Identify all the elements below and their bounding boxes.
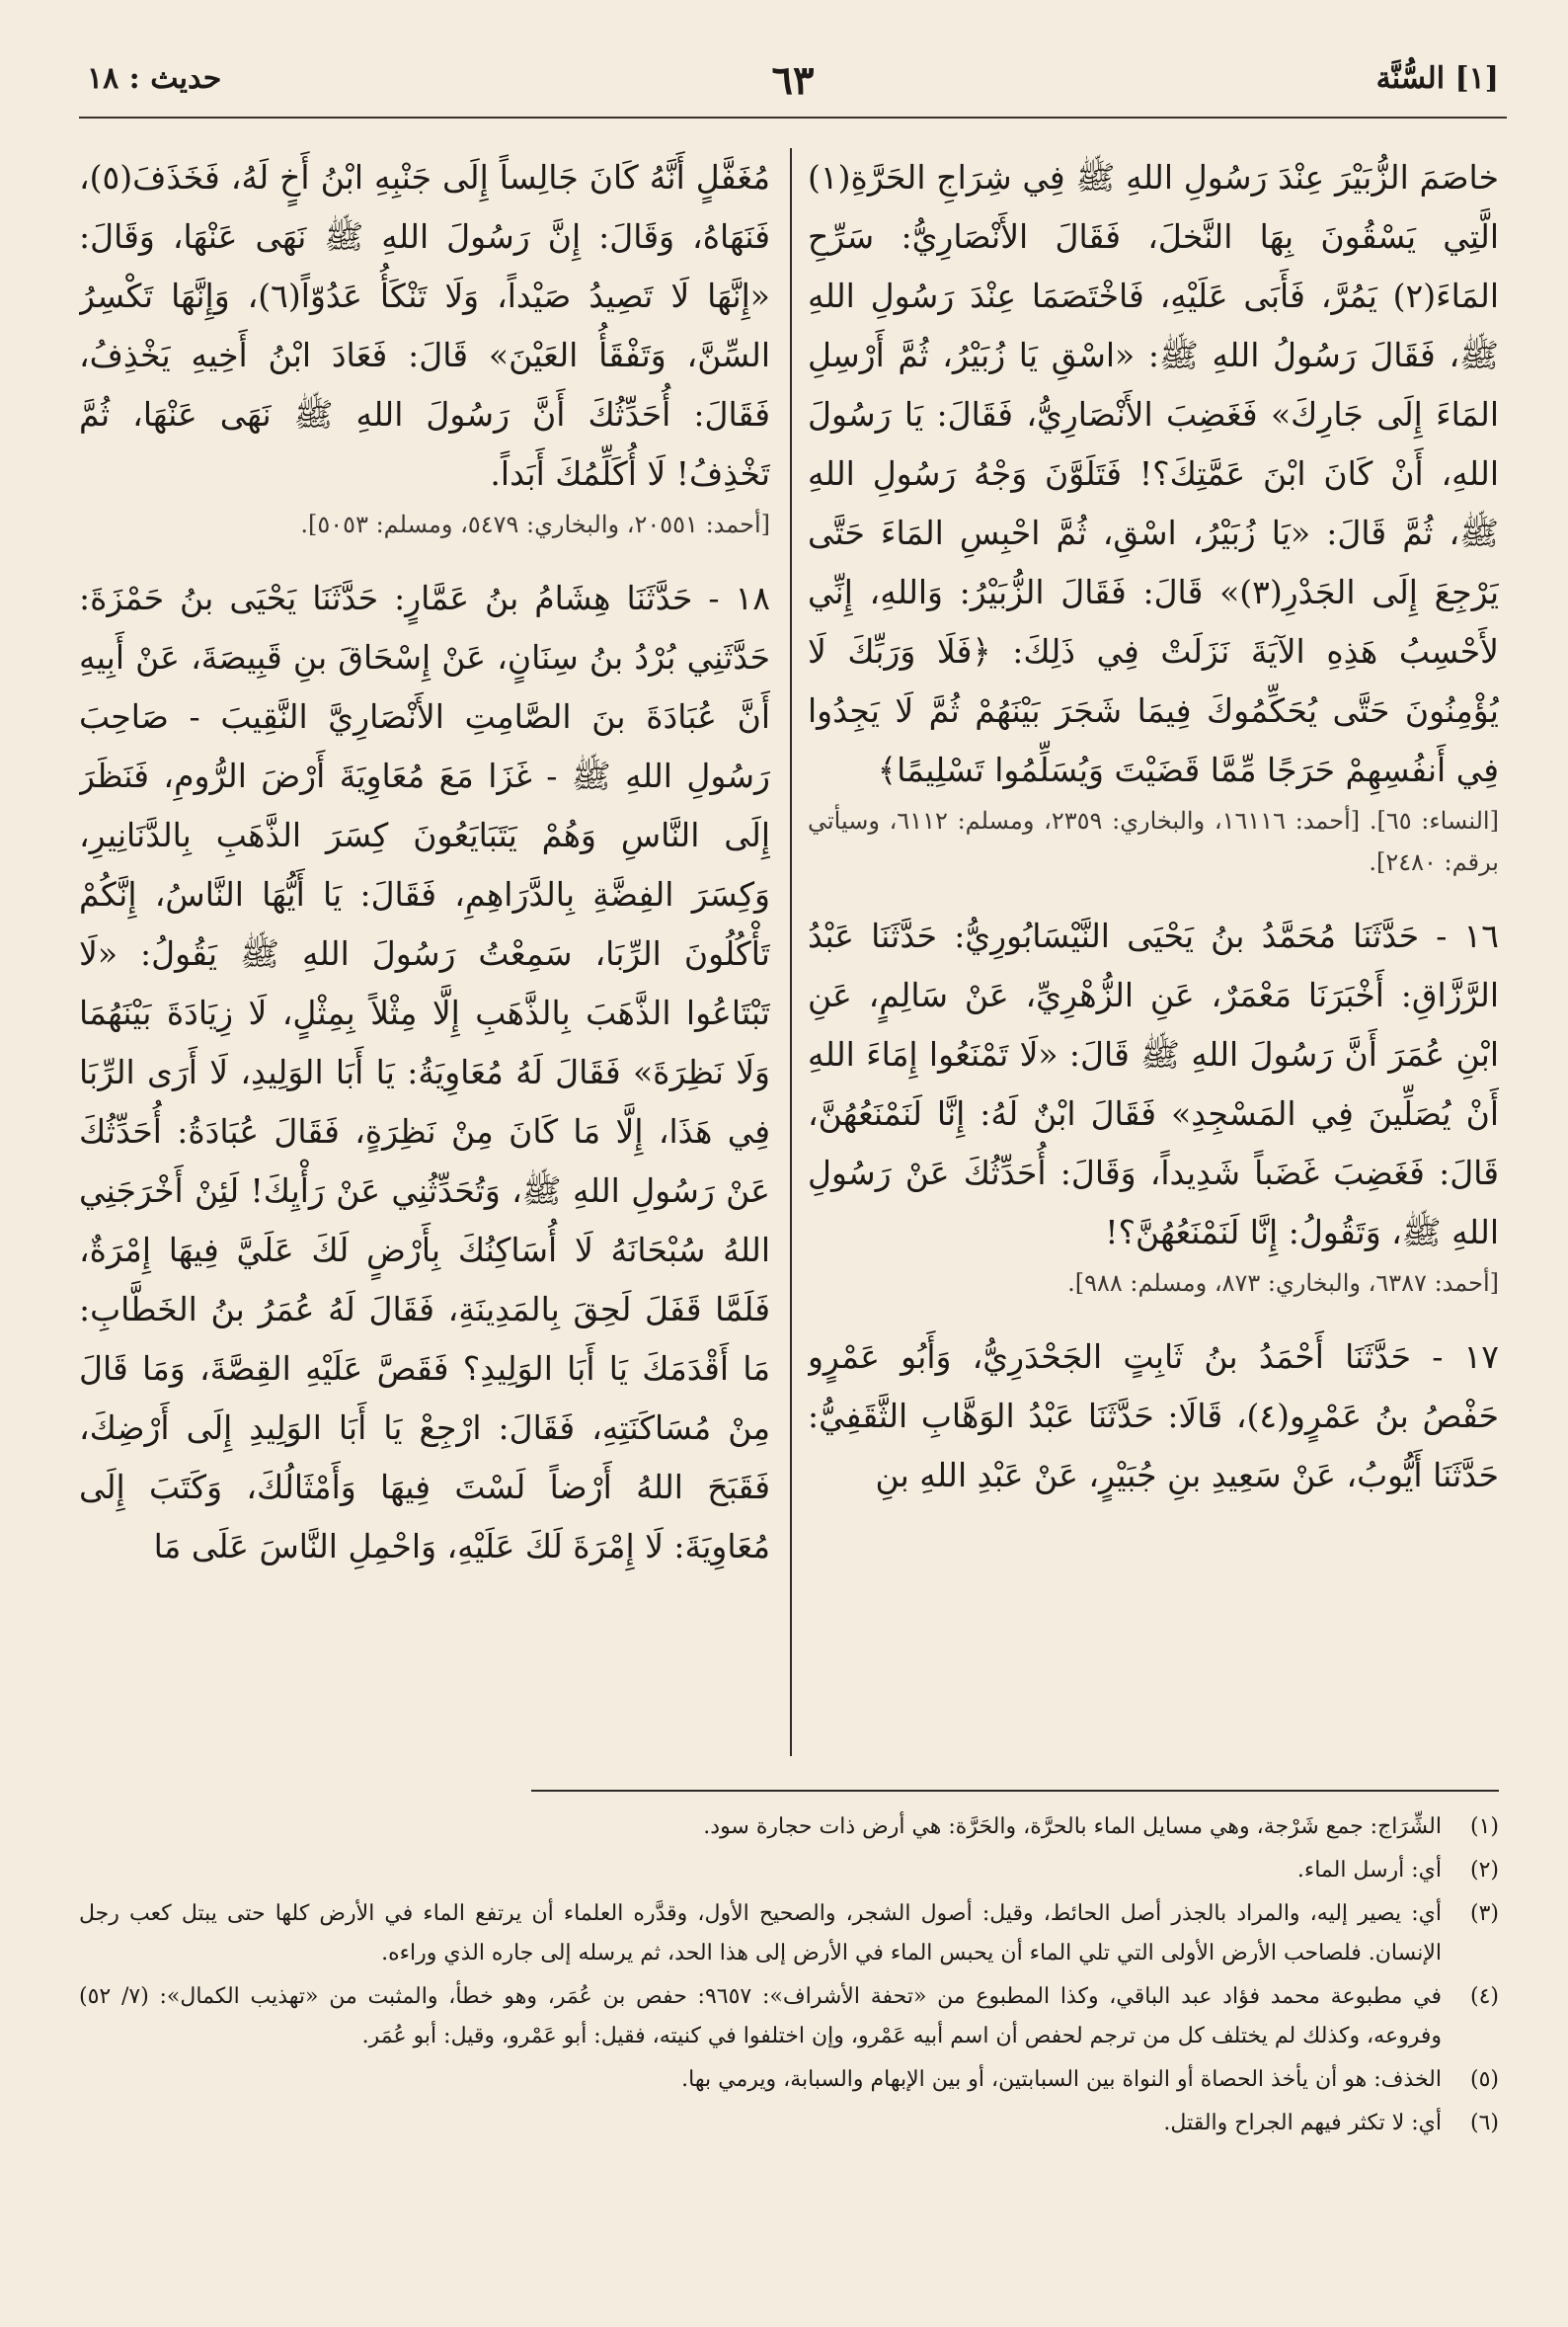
hadith-15-sources: [النساء: ٦٥]. [أحمد: ١٦١١٦، والبخاري: ٢٣٥٩، ومسلم: ٦١١٢، وسيأتي برقم: ٢٤٨٠]. — [808, 807, 1499, 876]
hadith-17-continued — [79, 148, 770, 545]
footnote-item — [79, 2104, 1499, 2143]
column-divider — [790, 148, 792, 1756]
footnote-number: (٥) — [1469, 2067, 1499, 2092]
footnote-text: أي: لا تكثر فيهم الجراح والقتل. — [1163, 2111, 1442, 2135]
hadith-16-text: ١٦ - حَدَّثَنَا مُحَمَّدُ بنُ يَحْيَى النَّيْسَابُورِيُّ: حَدَّثَنَا عَبْدُ الرَّزَّاقِ: أَخْبَرَنَا مَعْمَرٌ، عَنِ الزُّهْرِيِّ، عَنْ سَالِمٍ، عَنِ ابْنِ عُمَرَ أَنَّ رَسُولَ اللهِ ﷺ قَالَ: «لَا تَمْنَعُوا إِمَاءَ اللهِ أَنْ يُصَلِّينَ فِي المَسْجِدِ» فَقَالَ ابْنٌ لَهُ: إِنَّا لَنَمْنَعُهُنَّ، قَالَ: فَغَضِبَ غَضَباً شَدِيداً، وَقَالَ: أُحَدِّثُكَ عَنْ رَسُولِ اللهِ ﷺ، وَتَقُولُ: إِنَّا لَنَمْنَعُهُنَّ؟! — [808, 917, 1499, 1251]
footnote-number: (١) — [1469, 1814, 1499, 1839]
footnote-text: أي: أرسل الماء. — [1296, 1858, 1442, 1883]
hadith-reference: حديث : ١٨ — [87, 61, 222, 96]
footnote-text: في مطبوعة محمد فؤاد عبد الباقي، وكذا المطبوع من «تحفة الأشراف»: ٩٦٥٧: حفص بن عُمَر، وهو خطأ، والمثبت من «تهذيب الكمال»: (٧/ ٥٢) وفروعه، وكذلك لم يختلف كل من ترجم لحفص أن اسم أبيه عَمْرو، وإن اختلفوا في كنيته، فقيل: أبو عَمْرو، وقيل: أبو عُمَر. — [79, 1984, 1443, 2048]
footnote-text: الشِّرَاج: جمع شَرْجة، وهي مسايل الماء بالحرَّة، والحَرَّة: هي أرض ذات حجارة سود. — [703, 1814, 1442, 1839]
running-header — [79, 57, 1507, 119]
footnote-separator — [531, 1790, 1499, 1792]
footnote-number: (٢) — [1469, 1858, 1499, 1883]
footnote-item — [79, 1977, 1499, 2056]
right-column — [808, 148, 1499, 1768]
hadith-16 — [808, 907, 1499, 1304]
hadith-17-text: ١٧ - حَدَّثَنَا أَحْمَدُ بنُ ثَابِتٍ الجَحْدَرِيُّ، وَأَبُو عَمْرٍو حَفْصُ بنُ عَمْرٍو(٤)، قَالَا: حَدَّثَنَا عَبْدُ الوَهَّابِ الثَّقَفِيُّ: حَدَّثَنَا أَيُّوبُ، عَنْ سَعِيدِ بنِ جُبَيْرٍ، عَنْ عَبْدِ اللهِ بنِ — [808, 1337, 1499, 1494]
footnote-text: أي: يصير إليه، والمراد بالجذر أصل الحائط، وقيل: أصول الشجر، والصحيح الأول، وقدَّره العلماء أن يرتفع الماء في الأرض كلها حتى يبتل كعب رجل الإنسان. فلصاحب الأرض الأولى التي تلي الماء أن يحبس الماء في الأرض إلى هذا الحد، ثم يرسله إلى جاره الذي وراءه. — [79, 1901, 1442, 1966]
footnotes — [79, 1807, 1499, 2147]
footnote-item — [79, 2060, 1499, 2100]
page-number: ٦٣ — [771, 57, 815, 104]
hadith-15-text: خاصَمَ الزُّبَيْرَ عِنْدَ رَسُولِ اللهِ ﷺ فِي شِرَاجِ الحَرَّةِ(١) الَّتِي يَسْقُونَ بِهَا النَّخلَ، فَقَالَ الأَنْصَارِيُّ: سَرِّحِ المَاءَ(٢) يَمُرَّ، فَأَبَى عَلَيْهِ، فَاخْتَصَمَا عِنْدَ رَسُولِ اللهِ ﷺ، فَقَالَ رَسُولُ اللهِ ﷺ: «اسْقِ يَا زُبَيْرُ، ثُمَّ أَرْسِلِ المَاءَ إِلَى جَارِكَ» فَغَضِبَ الأَنْصَارِيُّ، فَقَالَ: يَا رَسُولَ اللهِ، أَنْ كَانَ ابْنَ عَمَّتِكَ؟! فَتَلَوَّنَ وَجْهُ رَسُولِ اللهِ ﷺ، ثُمَّ قَالَ: «يَا زُبَيْرُ، اسْقِ، ثُمَّ احْبِسِ المَاءَ حَتَّى يَرْجِعَ إِلَى الجَدْرِ(٣)» قَالَ: فَقَالَ الزُّبَيْرُ: وَاللهِ، إِنِّي لأَحْسِبُ هَذِهِ الآيَةَ نَزَلَتْ فِي ذَلِكَ: ﴿فَلَا وَرَبِّكَ لَا يُؤْمِنُونَ حَتَّى يُحَكِّمُوكَ فِيمَا شَجَرَ بَيْنَهُمْ ثُمَّ لَا يَجِدُوا فِي أَنفُسِهِمْ حَرَجًا مِّمَّا قَضَيْتَ وَيُسَلِّمُوا تَسْلِيمًا﴾ — [808, 158, 1499, 789]
hadith-17-sources: [أحمد: ٢٠٥٥١، والبخاري: ٥٤٧٩، ومسلم: ٥٠٥٣]. — [300, 511, 770, 538]
footnote-item — [79, 1851, 1499, 1890]
hadith-17 — [808, 1327, 1499, 1505]
hadith-18 — [79, 569, 770, 1576]
footnote-text: الخذف: هو أن يأخذ الحصاة أو النواة بين السبابتين، أو بين الإبهام والسبابة، ويرمي بها. — [681, 2067, 1442, 2092]
footnote-number: (٤) — [1469, 1984, 1499, 2009]
hadith-15-continued — [808, 148, 1499, 883]
footnote-number: (٣) — [1469, 1901, 1499, 1926]
chapter-title: [١] السُّنَّة — [1375, 61, 1499, 96]
hadith-17-cont-text: مُغَفَّلٍ أَنَّهُ كَانَ جَالِساً إِلَى جَنْبِهِ ابْنُ أَخٍ لَهُ، فَخَذَفَ(٥)، فَنَهَاهُ، وَقَالَ: إِنَّ رَسُولَ اللهِ ﷺ نَهَى عَنْهَا، وَقَالَ: «إِنَّهَا لَا تَصِيدُ صَيْداً، وَلَا تَنْكَأُ عَدُوّاً(٦)، وَإِنَّهَا تَكْسِرُ السِّنَّ، وَتَفْقَأُ العَيْنَ» قَالَ: فَعَادَ ابْنُ أَخِيهِ يَخْذِفُ، فَقَالَ: أُحَدِّثُكَ أَنَّ رَسُولَ اللهِ ﷺ نَهَى عَنْهَا، ثُمَّ تَخْذِفُ! لَا أُكَلِّمُكَ أَبَداً. — [79, 158, 770, 493]
footnote-number: (٦) — [1469, 2111, 1499, 2135]
footnote-item — [79, 1894, 1499, 1973]
hadith-16-sources: [أحمد: ٦٣٨٧، والبخاري: ٨٧٣، ومسلم: ٩٨٨]. — [1067, 1269, 1499, 1297]
hadith-18-text: ١٨ - حَدَّثَنَا هِشَامُ بنُ عَمَّارٍ: حَدَّثَنَا يَحْيَى بنُ حَمْزَةَ: حَدَّثَنِي بُرْدُ بنُ سِنَانٍ، عَنْ إِسْحَاقَ بنِ قَبِيصَةَ، عَنْ أَبِيهِ أَنَّ عُبَادَةَ بنَ الصَّامِتِ الأَنْصَارِيَّ النَّقِيبَ - صَاحِبَ رَسُولِ اللهِ ﷺ - غَزَا مَعَ مُعَاوِيَةَ أَرْضَ الرُّومِ، فَنَظَرَ إِلَى النَّاسِ وَهُمْ يَتَبَايَعُونَ كِسَرَ الذَّهَبِ بِالدَّنَانِيرِ، وَكِسَرَ الفِضَّةِ بِالدَّرَاهِمِ، فَقَالَ: يَا أَيُّهَا النَّاسُ، إِنَّكُمْ تَأْكُلُونَ الرِّبَا، سَمِعْتُ رَسُولَ اللهِ ﷺ يَقُولُ: «لَا تَبْتَاعُوا الذَّهَبَ بِالذَّهَبِ إِلَّا مِثْلاً بِمِثْلٍ، لَا زِيَادَةَ بَيْنَهُمَا وَلَا نَظِرَةَ» فَقَالَ لَهُ مُعَاوِيَةُ: يَا أَبَا الوَلِيدِ، لَا أَرَى الرِّبَا فِي هَذَا، إِلَّا مَا كَانَ مِنْ نَظِرَةٍ، فَقَالَ عُبَادَةُ: أُحَدِّثُكَ عَنْ رَسُولِ اللهِ ﷺ، وَتُحَدِّثُنِي عَنْ رَأْيِكَ! لَئِنْ أَخْرَجَنِي اللهُ سُبْحَانَهُ لَا أُسَاكِنُكَ بِأَرْضٍ لَكَ عَلَيَّ فِيهَا إِمْرَةٌ، فَلَمَّا قَفَلَ لَحِقَ بِالمَدِينَةِ، فَقَالَ لَهُ عُمَرُ بنُ الخَطَّابِ: مَا أَقْدَمَكَ يَا أَبَا الوَلِيدِ؟ فَقَصَّ عَلَيْهِ القِصَّةَ، وَمَا قَالَ مِنْ مُسَاكَنَتِهِ، فَقَالَ: ارْجِعْ يَا أَبَا الوَلِيدِ إِلَى أَرْضِكَ، فَقَبَحَ اللهُ أَرْضاً لَسْتَ فِيهَا وَأَمْثَالُكَ، وَكَتَبَ إِلَى مُعَاوِيَةَ: لَا إِمْرَةَ لَكَ عَلَيْهِ، وَاحْمِلِ النَّاسَ عَلَى مَا — [79, 579, 770, 1565]
left-column — [79, 148, 770, 1768]
footnote-item — [79, 1807, 1499, 1847]
